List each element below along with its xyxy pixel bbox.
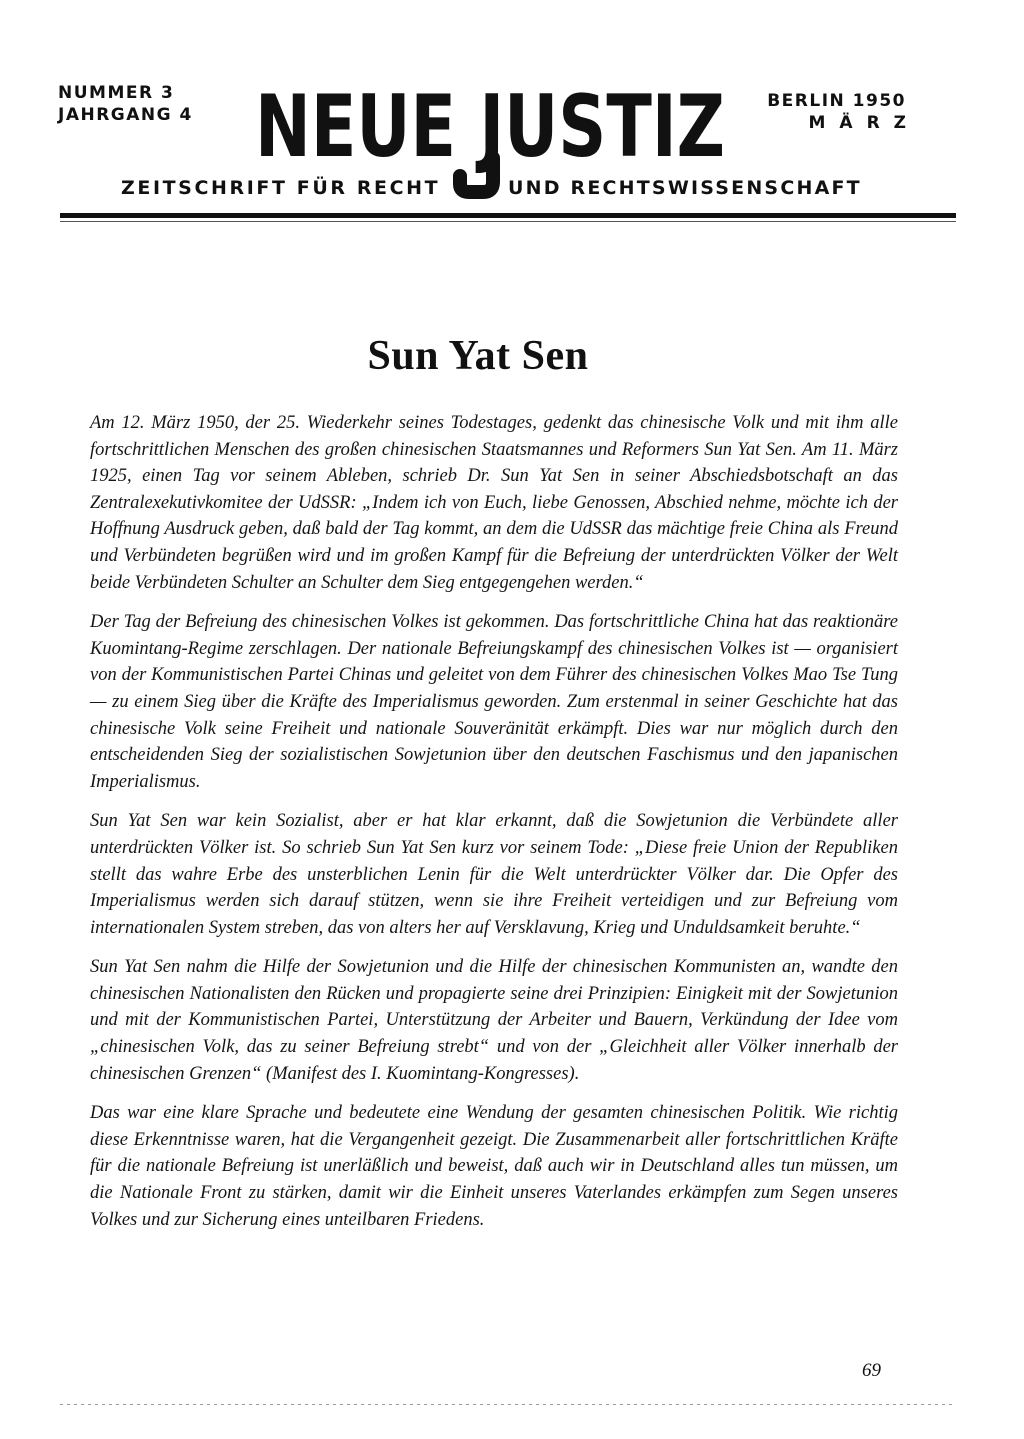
article-body [90,410,898,1246]
article-paragraph: Am 12. März 1950, der 25. Wiederkehr seines Todestages, gedenkt das chinesische Volk und mit ihm alle fortschrittlichen Menschen des großen chinesischen Staatsmannes und Reformers Sun Yat Sen. Am 11. März 1925, einen Tag vor seinem Ableben, schrieb Dr. Sun Yat Sen in seiner Abschiedsbotschaft an das Zentralexekutivkomitee der UdSSR: „Indem ich von Euch, liebe Genossen, Abschied nehme, möchte ich der Hoffnung Ausdruck geben, daß bald der Tag kommt, an dem die UdSSR das mächtige freie China als Freund und Verbündeten begrüßen wird und im großen Kampf für die Befreiung der unterdrückten Völker der Welt beide Verbündeten Schulter an Schulter dem Sieg entgegengehen werden.“ [90,413,898,593]
page-number: 69 [862,1360,881,1381]
article-paragraph: Der Tag der Befreiung des chinesischen Volkes ist gekommen. Das fortschrittliche China hat das reaktionäre Kuomintang-Regime zerschlagen. Der nationale Befreiungskampf des chinesischen Volkes ist — organisiert von der Kommunistischen Partei Chinas und geleitet von dem Führer des chinesischen Volkes Mao Tse Tung — zu einem Sieg über die Kräfte des Imperialismus geworden. Zum erstenmal in seiner Geschichte hat das chinesische Volk seine Freiheit und nationale Souveränität erkämpft. Dies war nur möglich durch den entscheidenden Sieg der sozialistischen Sowjetunion über den deutschen Faschismus und den japanischen Imperialismus. [90,612,898,792]
masthead-rule-thin [60,221,956,222]
issue-number: NUMMER 3 [58,83,175,103]
article-paragraph: Sun Yat Sen nahm die Hilfe der Sowjetunion und die Hilfe der chinesischen Kommunisten an, wandte den chinesischen Nationalisten den Rücken und propagierte seine drei Prinzipien: Einigkeit mit der Sowjetunion und mit der Kommunistischen Partei, Unterstützung der Arbeiter und Bauern, Verkündung der Idee vom „chinesischen Volk, das zu seiner Befreiung strebt“ und von der „Gleichheit aller Völker innerhalb der chinesischen Grenzen“ (Manifest des I. Kuomintang-Kongresses). [90,957,898,1084]
issue-info [58,82,193,126]
article-paragraph: Sun Yat Sen war kein Sozialist, aber er hat klar erkannt, daß die Sowjetunion die Verbündete aller unterdrückten Völker ist. So schrieb Sun Yat Sen kurz vor seinem Tode: „Diese freie Union der Republiken stellt das wahre Erbe des unsterblichen Lenin für die Welt unterdrückter Völker dar. Die Opfer des Imperialismus werden sich darauf stützen, wenn sie ihre Freiheit verteidigen und zur Befreiung vom internationalen System streben, das von alters her auf Versklavung, Krieg und Unduldsamkeit beruhte.“ [90,811,898,938]
date-info [767,90,920,134]
masthead-rule [60,213,956,218]
journal-subtitle-left: ZEITSCHRIFT FÜR RECHT [121,177,441,199]
article-title: Sun Yat Sen [367,333,589,379]
place-year: BERLIN 1950 [767,91,906,111]
journal-logo-text: NEUE JUSTIZ [255,77,725,177]
issue-month: MÄRZ [808,113,920,133]
journal-subtitle-right: UND RECHTSWISSENSCHAFT [508,177,862,199]
article-paragraph: Das war eine klare Sprache und bedeutete eine Wendung der gesamten chinesischen Politik. Wie richtig diese Erkenntnisse waren, hat die Vergangenheit gezeigt. Die Zusammenarbeit aller fortschrittlichen Kräfte für die nationale Befreiung ist unerläßlich und beweist, daß auch wir in Deutschland alles tun müssen, um die Nationale Front zu stärken, damit wir die Einheit unseres Vaterlandes erkämpfen zum Segen unseres Volkes und zur Sicherung eines unteilbaren Friedens. [90,1103,898,1230]
bottom-border [60,1404,956,1405]
volume-number: JAHRGANG 4 [58,105,193,125]
